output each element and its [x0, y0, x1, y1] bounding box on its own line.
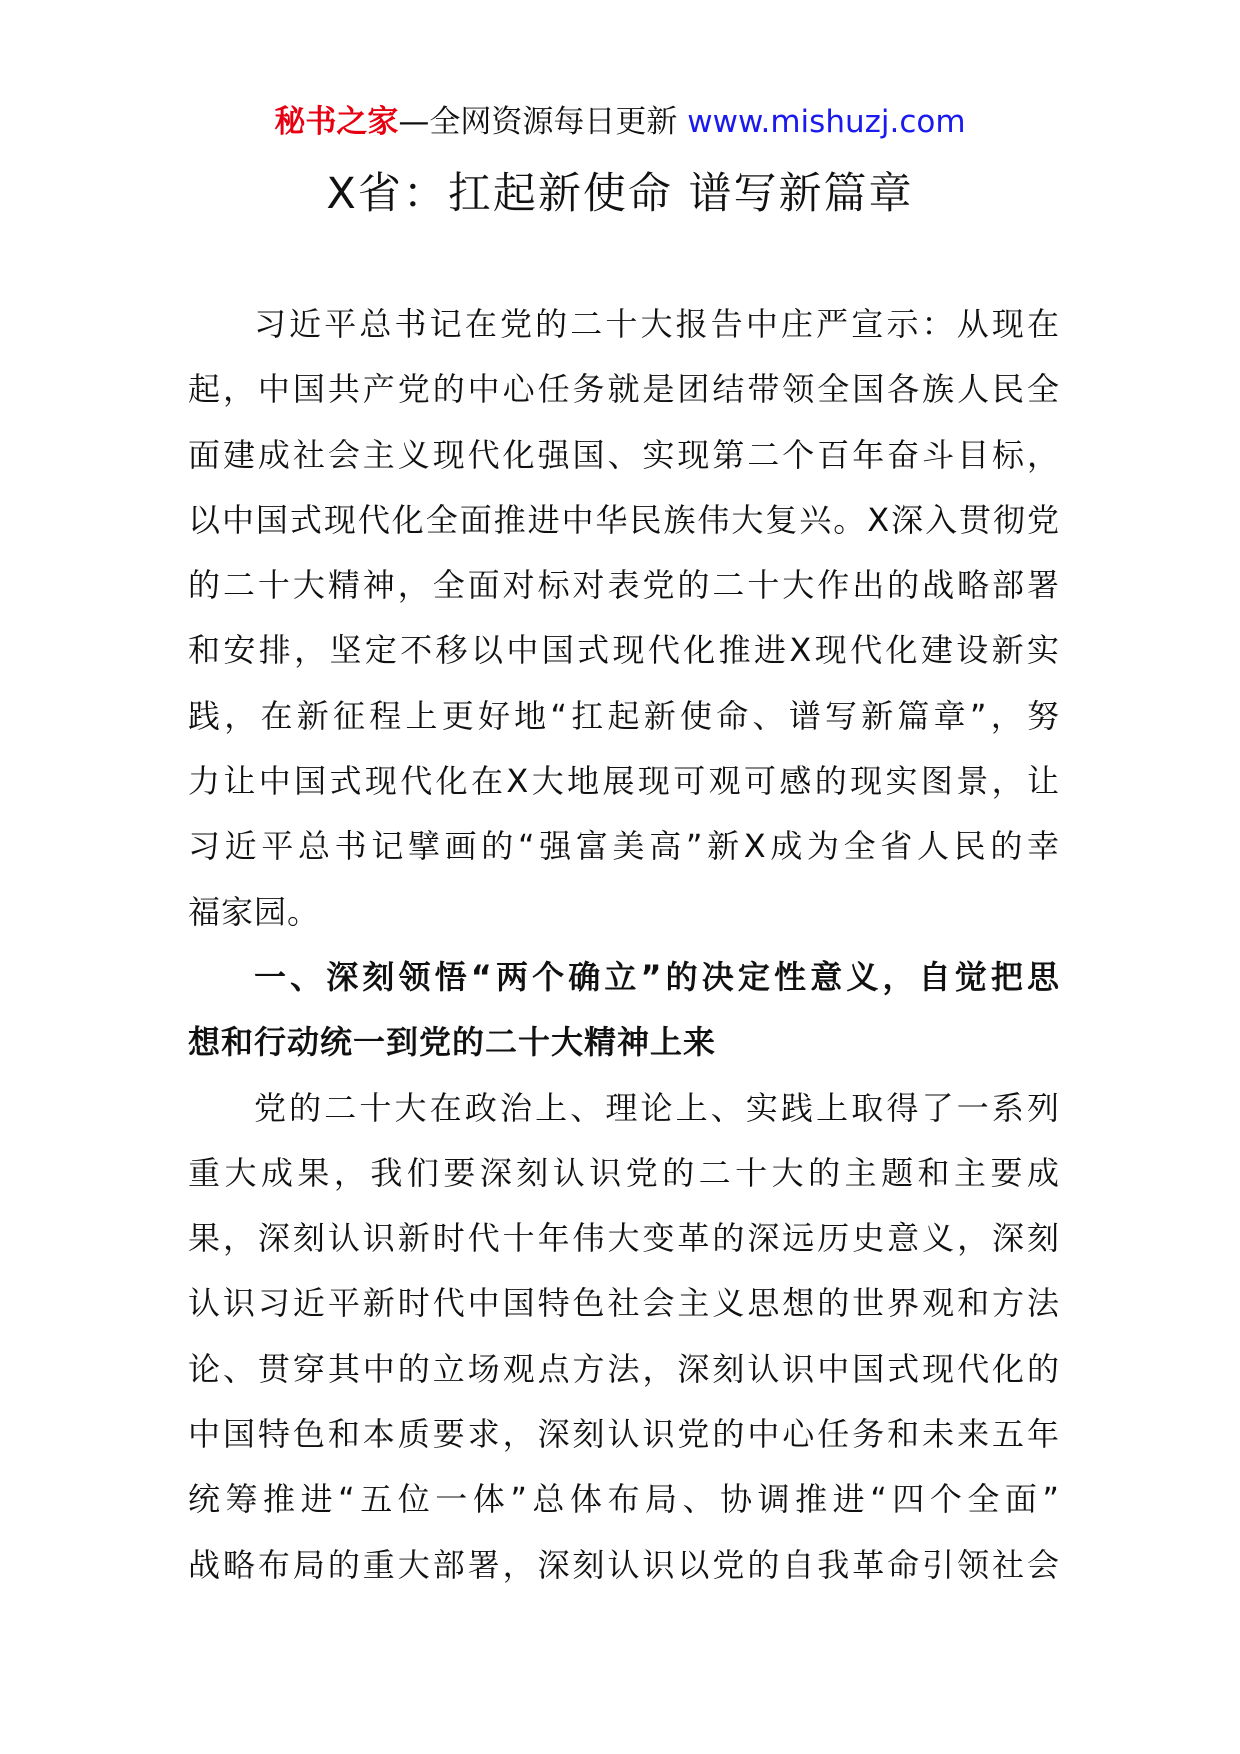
section-heading-line: 一、深刻领悟“两个确立”的决定性意义，自觉把思	[254, 957, 1060, 996]
banner-tagline: —全网资源每日更新	[398, 104, 678, 140]
brand-name: 秘书之家	[274, 104, 399, 140]
paragraph-line: 论、贯穿其中的立场观点方法，深刻认识中国式现代化的	[188, 1349, 1060, 1388]
paragraph-line: 习近平总书记在党的二十大报告中庄严宣示：从现在	[254, 305, 1060, 343]
paragraph-line: 习近平总书记擘画的“强富美高”新X成为全省人民的幸	[188, 827, 1060, 866]
document-body	[188, 292, 1060, 1598]
header-banner	[0, 100, 1240, 144]
paragraph-line: 的二十大精神，全面对标对表党的二十大作出的战略部署	[188, 566, 1060, 605]
paragraph-line: 福家园。	[188, 892, 321, 931]
paragraph-line: 认识习近平新时代中国特色社会主义思想的世界观和方法	[188, 1284, 1060, 1323]
paragraph-line: 面建成社会主义现代化强国、实现第二个百年奋斗目标，	[188, 435, 1060, 474]
paragraph-line: 果，深刻认识新时代十年伟大变革的深远历史意义，深刻	[188, 1219, 1060, 1258]
paragraph-line: 重大成果，我们要深刻认识党的二十大的主题和主要成	[188, 1153, 1060, 1192]
paragraph-line: 中国特色和本质要求，深刻认识党的中心任务和未来五年	[188, 1415, 1060, 1454]
paragraph-line: 党的二十大在政治上、理论上、实践上取得了一系列	[254, 1088, 1060, 1127]
paragraph-line: 统筹推进“五位一体”总体布局、协调推进“四个全面”	[188, 1480, 1060, 1519]
section-heading-line: 想和行动统一到党的二十大精神上来	[188, 1023, 717, 1062]
paragraph-line: 和安排，坚定不移以中国式现代化推进X现代化建设新实	[188, 631, 1060, 670]
paragraph-line: 力让中国式现代化在X大地展现可观可感的现实图景，让	[188, 762, 1060, 801]
paragraph-line: 战略布局的重大部署，深刻认识以党的自我革命引领社会	[188, 1545, 1060, 1584]
paragraph-line: 以中国式现代化全面推进中华民族伟大复兴。X深入贯彻党	[188, 500, 1060, 539]
website-link[interactable]: www.mishuzj.com	[687, 104, 966, 140]
paragraph-line: 践，在新征程上更好地“扛起新使命、谱写新篇章”，努	[188, 696, 1060, 735]
document-title: X省：扛起新使命 谱写新篇章	[326, 169, 914, 219]
paragraph-line: 起，中国共产党的中心任务就是团结带领全国各族人民全	[188, 370, 1060, 409]
